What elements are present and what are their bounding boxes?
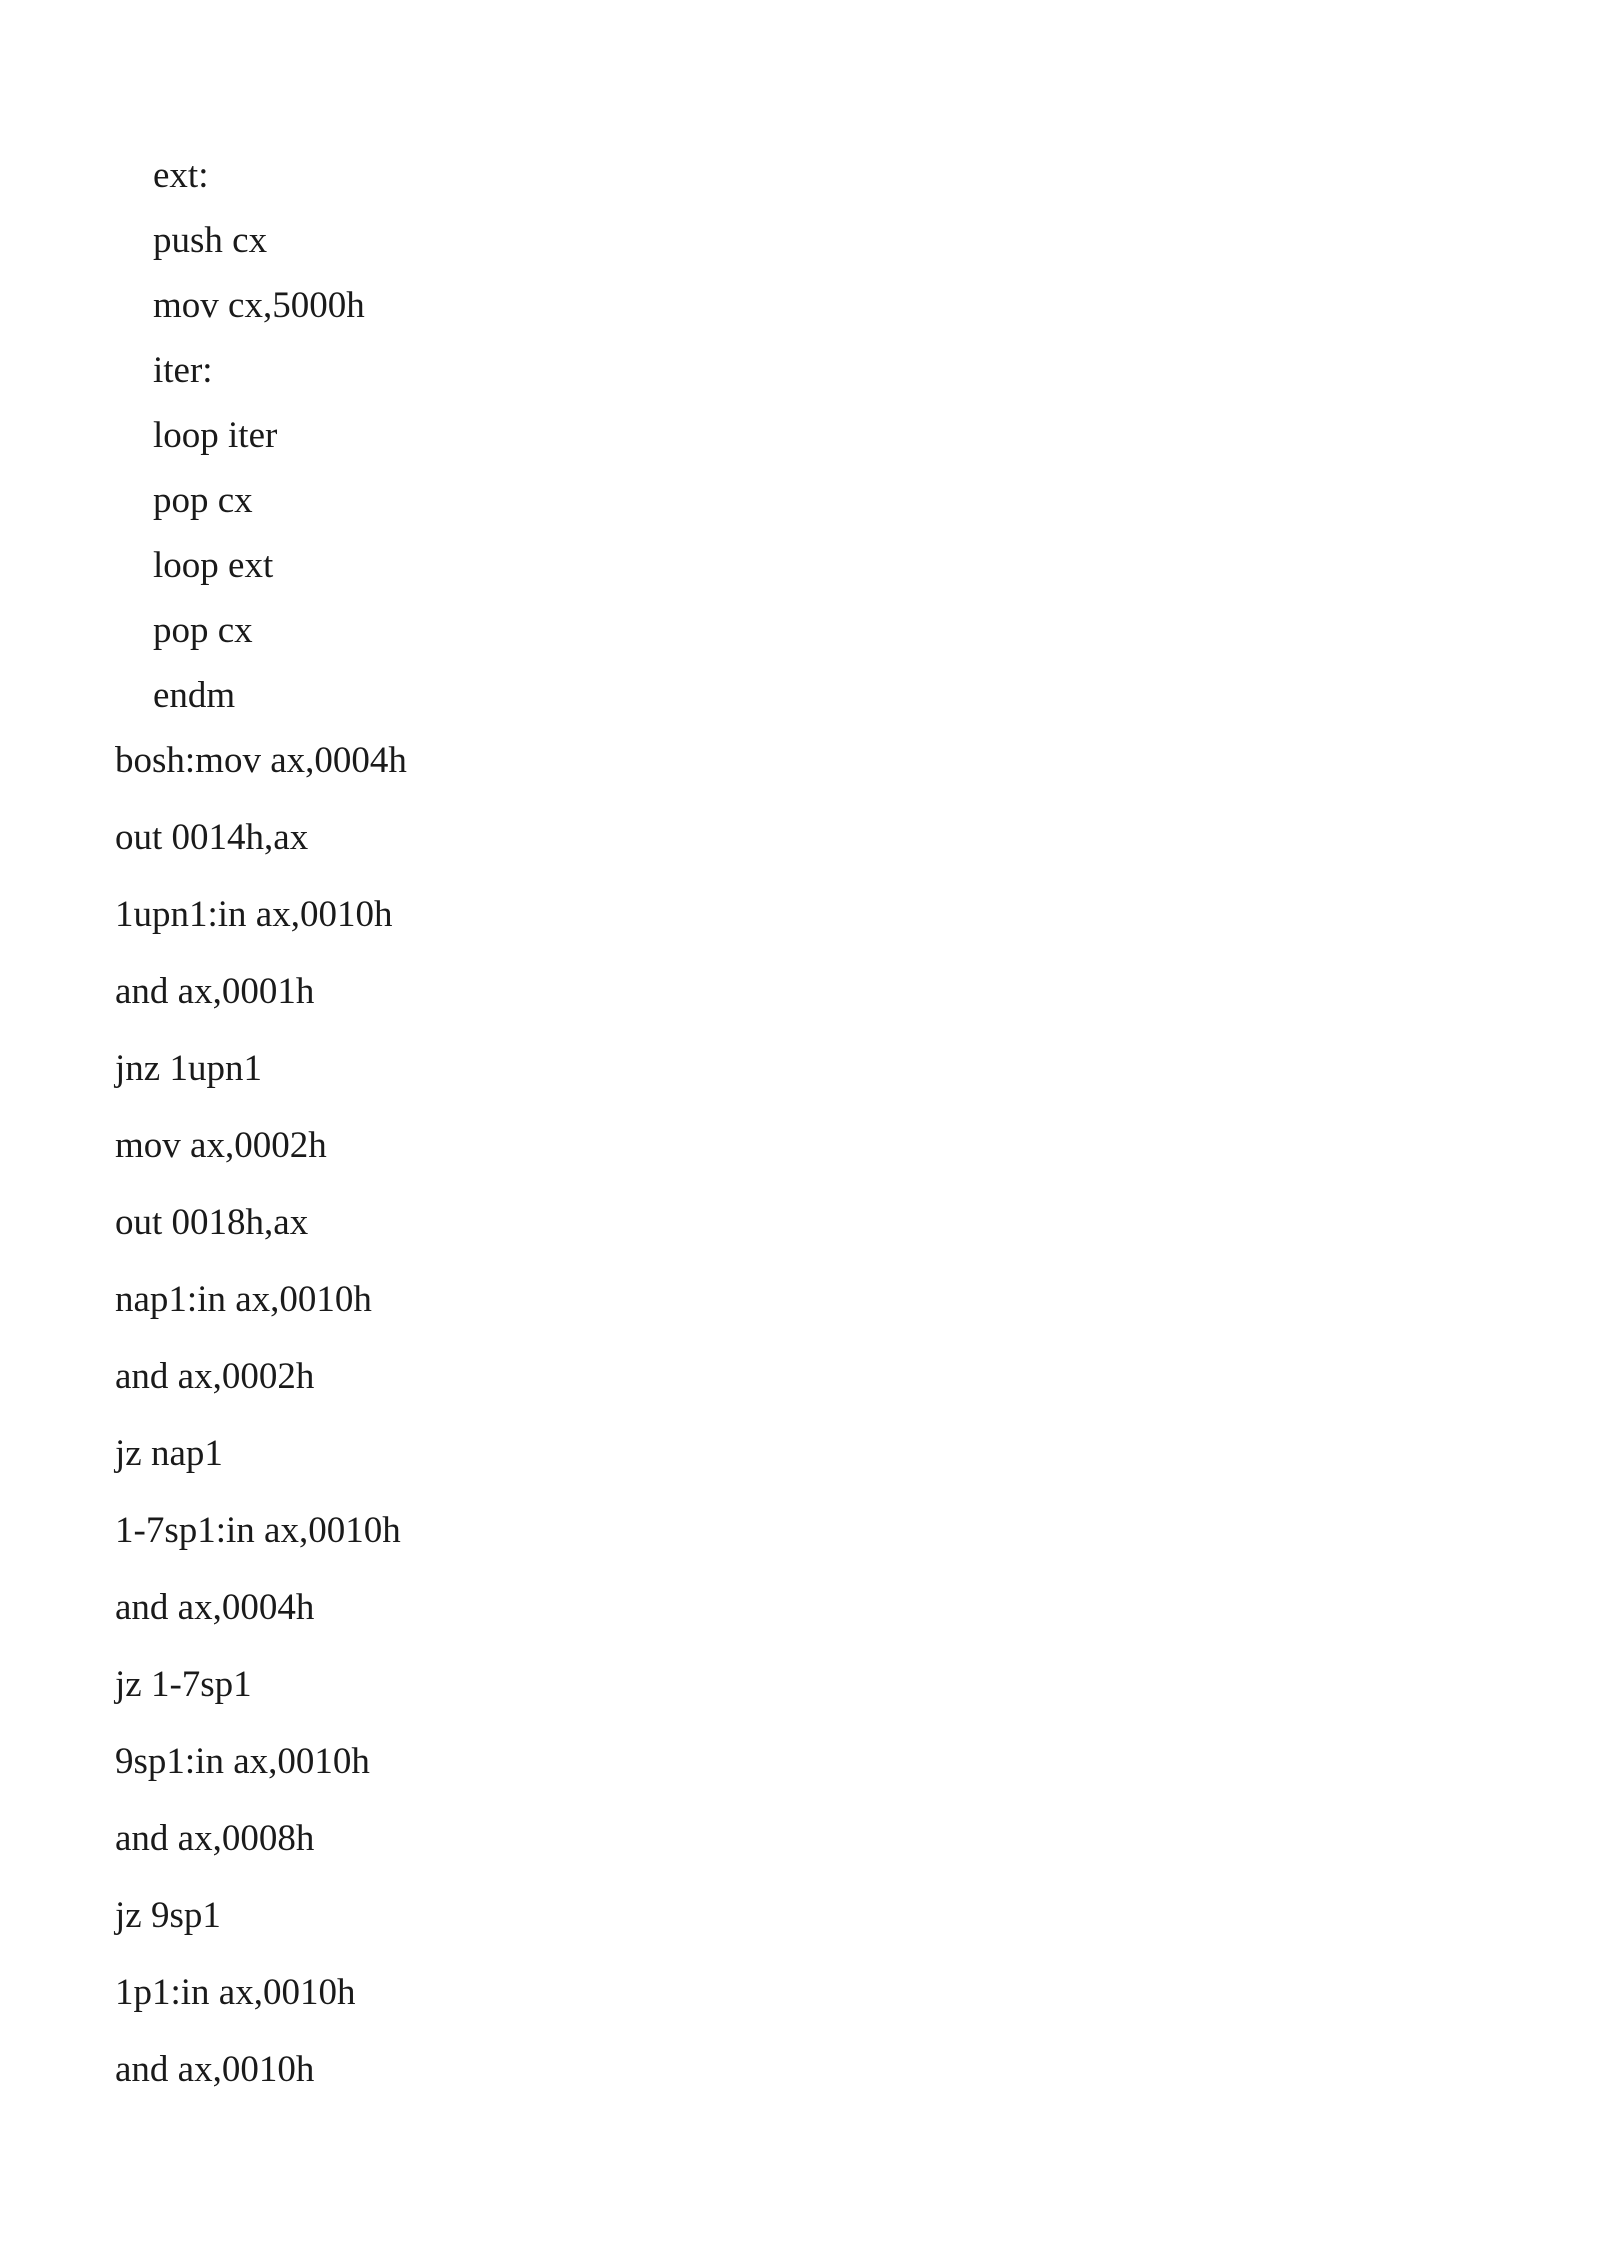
code-line: and ax,0004h bbox=[115, 1587, 315, 1628]
code-line: out 0014h,ax bbox=[115, 817, 309, 858]
code-line: iter: bbox=[153, 350, 213, 391]
code-line: jnz 1upn1 bbox=[115, 1048, 262, 1089]
code-line: ext: bbox=[153, 155, 209, 196]
code-line: jz nap1 bbox=[115, 1433, 223, 1474]
code-line: loop iter bbox=[153, 415, 278, 456]
code-line: pop cx bbox=[153, 610, 253, 651]
code-line: jz 1-7sp1 bbox=[115, 1664, 252, 1705]
code-line: and ax,0010h bbox=[115, 2049, 315, 2090]
code-line: push cx bbox=[153, 220, 268, 261]
code-line: nap1:in ax,0010h bbox=[115, 1279, 372, 1320]
code-line: pop cx bbox=[153, 480, 253, 521]
code-line: mov cx,5000h bbox=[153, 285, 365, 326]
code-line: and ax,0002h bbox=[115, 1356, 315, 1397]
code-line: 9sp1:in ax,0010h bbox=[115, 1741, 370, 1782]
code-line: and ax,0001h bbox=[115, 971, 315, 1012]
code-line: jz 9sp1 bbox=[115, 1895, 221, 1936]
code-line: mov ax,0002h bbox=[115, 1125, 327, 1166]
code-line: bosh:mov ax,0004h bbox=[115, 740, 407, 781]
code-line: 1p1:in ax,0010h bbox=[115, 1972, 356, 2013]
code-line: endm bbox=[153, 675, 236, 716]
code-line: out 0018h,ax bbox=[115, 1202, 309, 1243]
code-line: 1upn1:in ax,0010h bbox=[115, 894, 393, 935]
code-line: 1-7sp1:in ax,0010h bbox=[115, 1510, 401, 1551]
code-line: and ax,0008h bbox=[115, 1818, 315, 1859]
code-line: loop ext bbox=[153, 545, 274, 586]
